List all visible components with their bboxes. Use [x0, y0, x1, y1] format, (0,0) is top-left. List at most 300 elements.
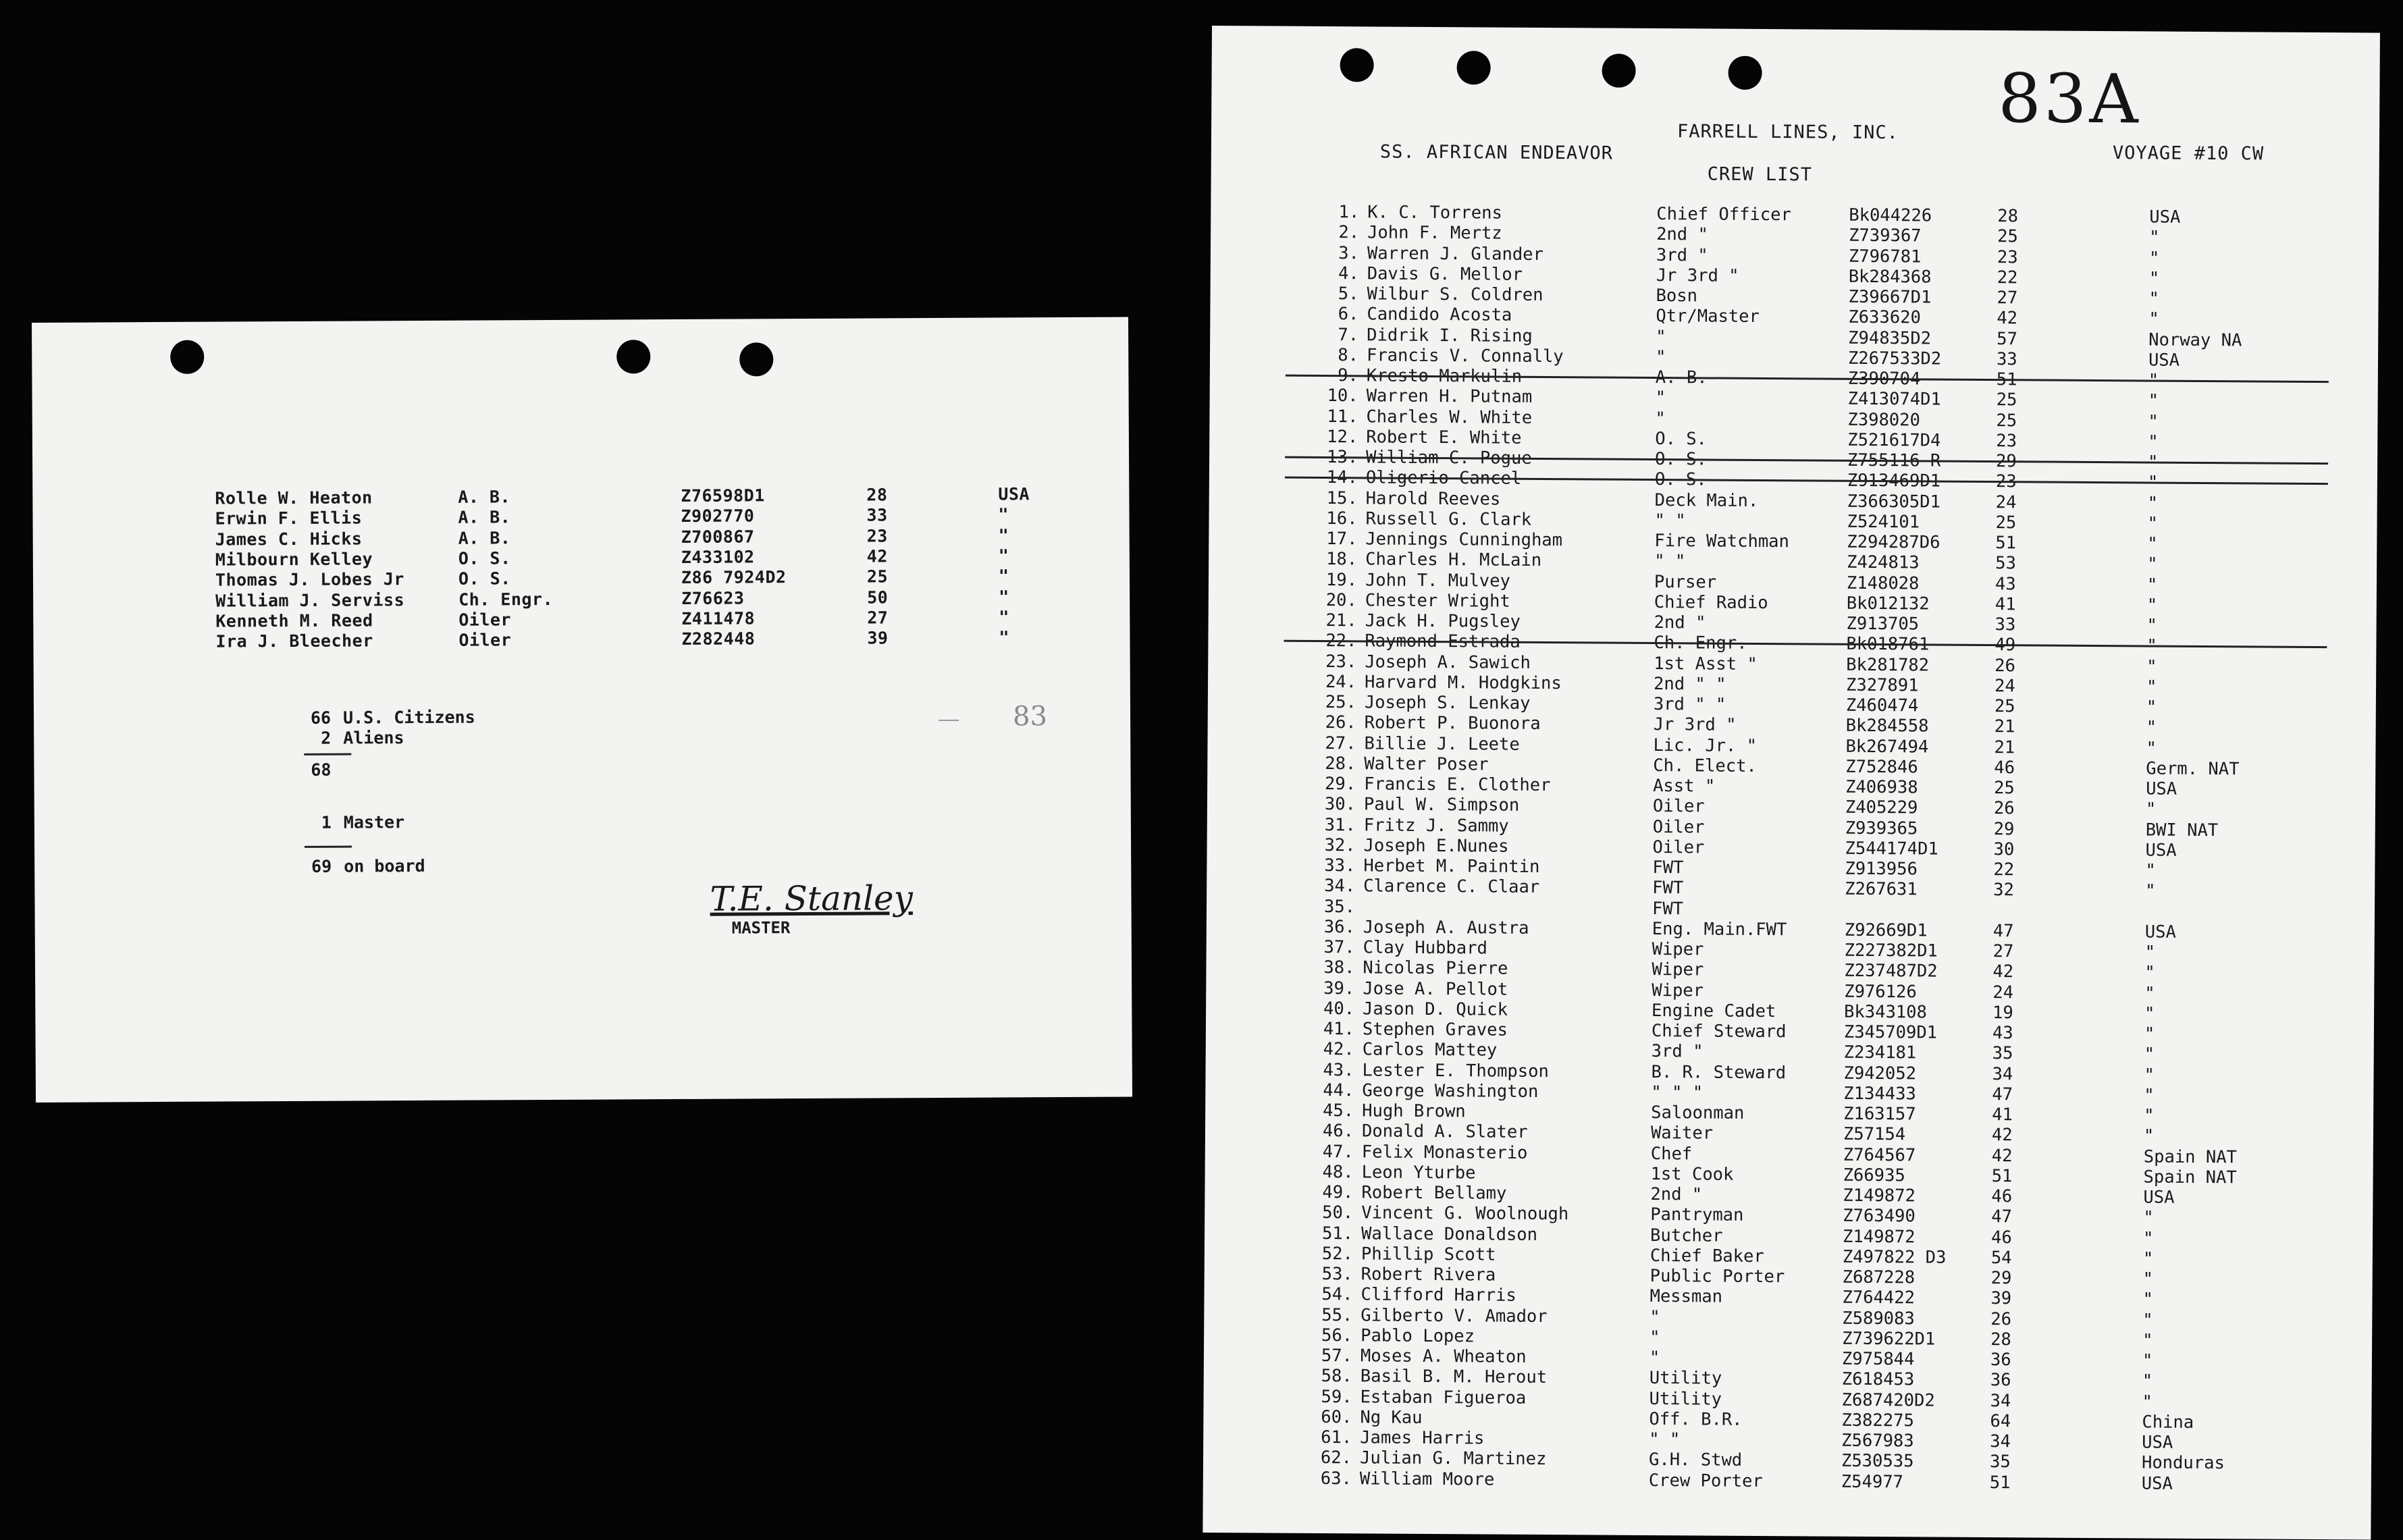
crew-number: 44. [1306, 1080, 1354, 1100]
crew-number: 3. [1312, 242, 1359, 263]
punch-hole [1728, 56, 1762, 90]
crew-name: Charles H. McLain [1365, 550, 1541, 571]
crew-age: 25 [1997, 390, 2017, 410]
crew-certificate: Bk281782 [1846, 654, 1929, 675]
crew-nationality: Spain NAT [2144, 1146, 2237, 1167]
crew-name: Kenneth M. Reed [215, 610, 373, 631]
crew-number: 25. [1309, 692, 1356, 712]
crew-certificate: Z521617D4 [1847, 430, 1940, 451]
crew-nationality: " [2147, 615, 2158, 635]
crew-name: Oligerio Cancel [1366, 468, 1521, 489]
crew-rating: " [1656, 388, 1666, 408]
crew-age: 33 [866, 506, 887, 525]
crew-certificate: Z327891 [1846, 675, 1919, 696]
citizens-label: U.S. Citizens [343, 708, 475, 728]
crew-nationality: Norway NA [2148, 329, 2242, 350]
crew-number: 36. [1308, 917, 1355, 937]
crew-name: Fritz J. Sammy [1364, 815, 1509, 836]
crew-age: 46 [1991, 1186, 2012, 1206]
crew-number: 40. [1307, 999, 1354, 1019]
crew-rating: Engine Cadet [1652, 1001, 1776, 1021]
crew-name: Russell G. Clark [1365, 508, 1531, 530]
crew-age: 25 [1997, 226, 2018, 246]
crew-nationality: Spain NAT [2144, 1167, 2237, 1188]
crew-name: Francis E. Clother [1364, 774, 1551, 795]
crew-name: John F. Mertz [1367, 223, 1502, 244]
crew-age: 47 [1992, 1084, 2013, 1105]
crew-age: 27 [1993, 941, 2014, 961]
crew-certificate: Z57154 [1843, 1124, 1905, 1145]
crew-nationality: " [2143, 1208, 2154, 1228]
crew-age: 28 [1997, 206, 2018, 226]
crew-name: Harvard M. Hodgkins [1365, 672, 1562, 693]
crew-age: 46 [1994, 758, 2015, 778]
crew-certificate: Z149872 [1843, 1226, 1916, 1247]
crew-rating: " [1655, 408, 1666, 429]
crew-rating: 2nd " [1656, 224, 1708, 244]
summary-subtotal [297, 760, 343, 780]
crew-certificate: Z739367 [1849, 225, 1922, 246]
crew-certificate: Z234181 [1844, 1042, 1917, 1063]
crew-nationality: " [2144, 1065, 2155, 1085]
crew-certificate: Z497822 D3 [1843, 1246, 1947, 1267]
crew-name: Joseph S. Lenkay [1365, 692, 1531, 714]
crew-number: 6. [1311, 304, 1358, 324]
crew-age: 25 [1994, 778, 2015, 798]
crew-nationality: " [999, 546, 1009, 565]
crew-rating: 2nd " [1654, 612, 1706, 633]
crew-number: 18. [1310, 549, 1357, 569]
crew-nationality: " [999, 566, 1009, 586]
company-name: FARRELL LINES, INC. [1677, 121, 1899, 143]
crew-rating: Lic. Jr. " [1653, 735, 1757, 756]
aliens-count: 2 [297, 728, 331, 748]
crew-age: 27 [867, 608, 888, 627]
crew-number: 57. [1305, 1346, 1352, 1366]
crew-certificate: Z739622D1 [1842, 1328, 1935, 1349]
crew-certificate: Z687228 [1843, 1267, 1916, 1288]
crew-name: Milbourn Kelley [215, 549, 373, 569]
crew-name: Clay Hubbard [1363, 937, 1487, 958]
crew-rating: Jr 3rd " [1654, 714, 1737, 735]
crew-age: 35 [1992, 1043, 2013, 1063]
crew-name: Kresto Markulin [1367, 365, 1522, 386]
crew-number: 8. [1311, 345, 1358, 365]
crew-certificate: Z433102 [681, 547, 755, 567]
crew-rating: Chief Radio [1654, 592, 1768, 613]
crew-age: 30 [1993, 839, 2014, 859]
subtotal-count: 68 [297, 760, 331, 780]
onboard-label: on board [344, 856, 425, 876]
crew-number: 56. [1305, 1325, 1352, 1346]
crew-nationality: Honduras [2142, 1453, 2225, 1474]
crew-number: 15. [1311, 487, 1358, 508]
crew-name: Raymond Estrada [1365, 631, 1520, 652]
crew-certificate: Bk267494 [1845, 736, 1928, 757]
crew-nationality: " [2143, 1248, 2154, 1269]
crew-nationality: " [999, 607, 1009, 627]
crew-nationality: BWI NAT [2146, 820, 2219, 841]
crew-nationality: " [998, 505, 1009, 525]
crew-rating: " " [1654, 510, 1685, 531]
crew-nationality: " [2142, 1330, 2153, 1350]
crew-rating: Saloonman [1651, 1103, 1744, 1123]
master-count: 1 [298, 813, 332, 832]
crew-number: 21. [1310, 610, 1357, 631]
crew-number: 28. [1309, 753, 1356, 774]
crew-certificate: Z413074D1 [1848, 389, 1941, 410]
crew-rating: Wiper [1652, 939, 1704, 959]
crew-nationality: USA [2149, 207, 2180, 227]
crew-nationality: " [2149, 268, 2160, 288]
crew-rating: 3rd " [1652, 1041, 1704, 1061]
crew-rating: 3rd " " [1654, 694, 1726, 715]
crew-rating: B. R. Steward [1651, 1062, 1786, 1083]
crew-rating: FWT [1652, 857, 1683, 878]
crew-age: 22 [1997, 267, 2018, 288]
crew-number: 35. [1308, 896, 1355, 916]
crew-certificate: Z366305D1 [1847, 491, 1940, 512]
crew-rating: " [1649, 1327, 1660, 1348]
crew-rating: " [1649, 1348, 1660, 1368]
crew-nationality: " [2146, 718, 2157, 738]
crew-name: Lester E. Thompson [1362, 1060, 1549, 1082]
crew-name: Julian G. Martinez [1360, 1448, 1547, 1470]
crew-nationality: " [2145, 860, 2156, 880]
crew-age: 47 [1991, 1206, 2012, 1227]
crew-number: 4. [1312, 263, 1359, 284]
crew-certificate: Z589083 [1842, 1308, 1915, 1329]
crew-nationality: " [2145, 942, 2156, 962]
crew-number: 10. [1311, 386, 1358, 406]
crew-number: 45. [1306, 1100, 1354, 1121]
crew-age: 51 [1990, 1472, 2011, 1493]
crew-table [1211, 201, 2379, 209]
master-signature: T.E. Stanley [710, 878, 913, 919]
crew-nationality: " [2147, 575, 2158, 595]
crew-certificate: Z237487D2 [1844, 961, 1937, 982]
crew-nationality: " [2149, 228, 2160, 248]
crew-age: 24 [1995, 676, 2015, 696]
crew-number: 14. [1311, 467, 1358, 487]
voyage-number: VOYAGE #10 CW [2113, 142, 2265, 164]
crew-age: 35 [1990, 1452, 2011, 1472]
crew-number: 22. [1309, 631, 1356, 651]
crew-certificate: Z796781 [1849, 246, 1922, 267]
crew-certificate: Z764567 [1843, 1144, 1916, 1165]
crew-nationality: " [2146, 656, 2157, 676]
crew-nationality: USA [2146, 778, 2177, 799]
crew-age: 26 [1994, 798, 2015, 818]
crew-rating: 1st Asst " [1654, 654, 1758, 674]
crew-certificate: Z633620 [1848, 307, 1921, 328]
crew-list-sheet [1203, 26, 2380, 1540]
crew-nationality: " [2146, 799, 2157, 820]
crew-name: Joseph A. Austra [1363, 917, 1529, 938]
crew-certificate: Bk284368 [1849, 267, 1932, 288]
crew-age: 33 [1997, 349, 2017, 369]
crew-certificate: Z398020 [1847, 409, 1920, 430]
crew-rating: FWT [1652, 878, 1683, 898]
crew-nationality: USA [2148, 350, 2180, 370]
crew-age: 42 [1992, 961, 2013, 982]
crew-nationality: " [2144, 1003, 2155, 1024]
crew-nationality: " [2148, 411, 2159, 431]
crew-name: Clifford Harris [1361, 1285, 1516, 1306]
crew-rating: Deck Main. [1655, 490, 1759, 511]
crew-nationality: " [2148, 493, 2159, 513]
crew-certificate: Z134433 [1843, 1083, 1916, 1104]
punch-hole [739, 342, 773, 376]
onboard-count: 69 [298, 857, 332, 876]
crew-certificate: Z39667D1 [1848, 287, 1931, 308]
crew-age: 42 [867, 546, 888, 566]
crew-name: Gilberto V. Amador [1361, 1305, 1548, 1327]
crew-age: 39 [867, 628, 888, 647]
crew-age: 54 [1991, 1248, 2012, 1268]
crew-age: 28 [1990, 1329, 2011, 1350]
crew-nationality: " [2147, 533, 2158, 554]
crew-nationality: " [2146, 676, 2157, 697]
crew-certificate: Z406938 [1845, 777, 1918, 798]
crew-name: William J. Serviss [215, 590, 404, 610]
crew-rating: Oiler [1652, 837, 1704, 857]
crew-nationality: " [2147, 554, 2158, 575]
crew-rating: Public Porter [1650, 1266, 1785, 1287]
crew-number: 52. [1306, 1244, 1353, 1264]
punch-hole [616, 340, 650, 373]
crew-certificate: Z618453 [1842, 1369, 1915, 1390]
crew-rating: O. S. [458, 548, 511, 568]
crew-name: Warren J. Glander [1367, 243, 1543, 265]
crew-number: 49. [1306, 1182, 1353, 1202]
crew-number: 55. [1305, 1304, 1352, 1325]
crew-rating: Utility [1649, 1388, 1722, 1409]
crew-name: Jose A. Pellot [1363, 978, 1508, 999]
crew-list-continuation-sheet [32, 317, 1132, 1102]
crew-certificate: Z544174D1 [1845, 839, 1938, 859]
crew-nationality: " [2144, 963, 2155, 983]
crew-number: 50. [1306, 1202, 1353, 1223]
crew-number: 38. [1307, 957, 1354, 978]
crew-name: Billie J. Leete [1364, 733, 1519, 754]
crew-rating: Chief Baker [1650, 1246, 1764, 1267]
crew-nationality: " [2146, 697, 2157, 717]
crew-number: 61. [1304, 1427, 1352, 1448]
crew-nationality: " [2149, 248, 2160, 268]
crew-age: 39 [1990, 1288, 2011, 1308]
crew-nationality: " [999, 628, 1009, 647]
crew-nationality: " [2142, 1310, 2153, 1330]
crew-name: Vincent G. Woolnough [1361, 1203, 1568, 1225]
crew-name: Jennings Cunningham [1365, 529, 1562, 550]
crew-age: 24 [1992, 982, 2013, 1003]
sum-rule [305, 846, 352, 848]
crew-name: Walter Poser [1364, 753, 1488, 774]
crew-age: 57 [1997, 329, 2017, 349]
crew-number: 39. [1307, 978, 1354, 998]
crew-certificate: Z76623 [681, 588, 744, 608]
crew-certificate: Z976126 [1844, 981, 1917, 1002]
crew-certificate: Z939365 [1845, 818, 1918, 839]
crew-certificate: Z763490 [1843, 1206, 1916, 1227]
summary-aliens [297, 728, 404, 748]
crew-name: Pablo Lopez [1361, 1325, 1475, 1346]
crew-rating: Chief Officer [1656, 204, 1791, 225]
crew-age: 47 [1993, 921, 2014, 941]
crew-name: Carlos Mattey [1363, 1040, 1498, 1061]
crew-certificate: Bk284558 [1846, 716, 1929, 737]
crew-number: 12. [1311, 427, 1358, 447]
crew-rating: Oiler [1653, 796, 1705, 816]
crew-age: 42 [1992, 1125, 2013, 1145]
crew-nationality: " [2146, 738, 2157, 758]
crew-number: 42. [1307, 1039, 1354, 1059]
crew-nationality: USA [2143, 1187, 2174, 1207]
crew-rating: A. B. [458, 528, 511, 548]
crew-nationality: " [2144, 1105, 2155, 1125]
crew-age: 29 [1991, 1268, 2012, 1288]
crew-name: Estaban Figueroa [1361, 1387, 1527, 1408]
crew-age: 25 [867, 567, 888, 587]
crew-age: 25 [1995, 512, 2016, 533]
crew-age: 36 [1990, 1370, 2011, 1390]
crew-rating: " [1656, 327, 1666, 347]
crew-nationality: " [2147, 595, 2158, 615]
crew-certificate: Z975844 [1842, 1349, 1915, 1370]
crew-name: Jack H. Pugsley [1365, 610, 1521, 631]
crew-certificate: Bk343108 [1844, 1001, 1927, 1022]
crew-rating: Jr 3rd " [1656, 265, 1739, 286]
crew-number: 9. [1311, 365, 1358, 386]
summary-onboard [298, 856, 425, 876]
crew-nationality: " [999, 525, 1009, 545]
crew-age: 46 [1991, 1227, 2012, 1248]
crew-name: George Washington [1362, 1080, 1538, 1102]
crew-name: Ira J. Bleecher [215, 631, 373, 651]
crew-rating: A. B. [458, 487, 510, 506]
crew-age: 25 [1996, 410, 2017, 431]
crew-rating: Oiler [458, 630, 511, 649]
crew-nationality: " [2144, 1024, 2155, 1044]
ship-name: SS. AFRICAN ENDEAVOR [1380, 142, 1613, 164]
master-label: Master [344, 812, 404, 832]
crew-nationality: " [2148, 309, 2159, 329]
crew-rating: Utility [1649, 1368, 1722, 1389]
crew-nationality: " [2143, 1228, 2154, 1248]
crew-number: 46. [1306, 1121, 1354, 1141]
crew-rating: 2nd " " [1654, 674, 1726, 695]
crew-age: 32 [1993, 880, 2014, 900]
crew-nationality: " [2143, 1269, 2154, 1289]
crew-age: 29 [1994, 819, 2015, 839]
crew-rating: Wiper [1652, 959, 1704, 980]
crew-number: 17. [1310, 529, 1357, 549]
crew-rating: Chief Steward [1652, 1021, 1787, 1042]
crew-certificate: Z567983 [1841, 1431, 1914, 1452]
crew-certificate: Z902770 [681, 506, 754, 527]
crew-rating: " " [1654, 551, 1685, 571]
crew-name: Davis G. Mellor [1367, 263, 1523, 284]
crew-number: 31. [1309, 814, 1356, 834]
crew-number: 32. [1308, 835, 1355, 855]
crew-rating: Butcher [1650, 1225, 1723, 1246]
crew-certificate: Z163157 [1843, 1104, 1916, 1125]
crew-certificate: Z267631 [1845, 879, 1918, 900]
crew-age: 23 [1996, 431, 2017, 451]
punch-hole [1456, 51, 1490, 84]
crew-rating: Asst " [1653, 776, 1715, 797]
crew-number: 59. [1305, 1386, 1352, 1406]
crew-rating: O. S. [1655, 429, 1707, 449]
crew-age: 27 [1997, 288, 2017, 308]
crew-rating: Ch. Elect. [1653, 755, 1757, 776]
crew-certificate: Z294287D6 [1847, 532, 1940, 553]
crew-name: Francis V. Connally [1367, 345, 1564, 367]
crew-name: Charles W. White [1366, 406, 1532, 428]
crew-certificate: Z86 7924D2 [681, 567, 787, 587]
crew-number: 2. [1312, 222, 1359, 242]
crew-age: 21 [1995, 716, 2015, 737]
crew-number: 23. [1309, 651, 1356, 671]
crew-name: Candido Acosta [1367, 304, 1512, 325]
crew-number: 62. [1304, 1448, 1352, 1468]
crew-age: 26 [1995, 656, 2015, 676]
crew-nationality: " [2148, 391, 2159, 411]
crew-nationality: " [2147, 513, 2158, 533]
signature-title: MASTER [732, 918, 791, 937]
crew-rating: " [1649, 1306, 1660, 1327]
crew-age: 50 [867, 587, 888, 607]
crew-table-continuation [32, 317, 1128, 323]
crew-number: 33. [1308, 855, 1355, 876]
crew-certificate: Z92669D1 [1845, 920, 1928, 940]
crew-name: John T. Mulvey [1365, 570, 1510, 591]
crew-rating: Purser [1654, 572, 1716, 593]
crew-rating: Pantryman [1650, 1204, 1743, 1225]
crew-number: 58. [1305, 1366, 1352, 1386]
crew-nationality: " [2142, 1350, 2153, 1371]
crew-name: William C. Pogue [1366, 447, 1532, 468]
crew-rating: Ch. Engr. [458, 589, 553, 609]
crew-age: 64 [1990, 1411, 2011, 1431]
crew-name: Hugh Brown [1362, 1100, 1466, 1121]
crew-nationality: " [2148, 431, 2159, 452]
crew-name: Basil B. M. Herout [1361, 1366, 1548, 1388]
crew-nationality: China [2142, 1412, 2194, 1432]
crew-rating: A. B. [458, 508, 510, 527]
summary-master [298, 812, 404, 832]
crew-age: 53 [1995, 553, 2016, 573]
citizens-count: 66 [297, 708, 331, 728]
crew-age: 24 [1996, 492, 2017, 512]
crew-rating: Wiper [1652, 980, 1704, 1001]
crew-number: 27. [1309, 733, 1356, 753]
crew-certificate: Z687420D2 [1841, 1389, 1934, 1410]
crew-number: 43. [1306, 1059, 1354, 1080]
crew-number: 37. [1308, 937, 1355, 957]
crew-number: 60. [1304, 1407, 1352, 1427]
crew-certificate: Z913705 [1847, 614, 1920, 635]
crew-certificate: Z382275 [1841, 1410, 1914, 1431]
crew-certificate: Z460474 [1846, 695, 1919, 716]
crew-name: Robert P. Buonora [1365, 713, 1541, 735]
crew-nationality: USA [2145, 840, 2176, 860]
crew-name: Joseph E.Nunes [1363, 835, 1508, 856]
crew-certificate: Z424813 [1847, 552, 1920, 573]
crew-name: Donald A. Slater [1362, 1121, 1528, 1143]
crew-certificate: Z54977 [1841, 1471, 1903, 1492]
